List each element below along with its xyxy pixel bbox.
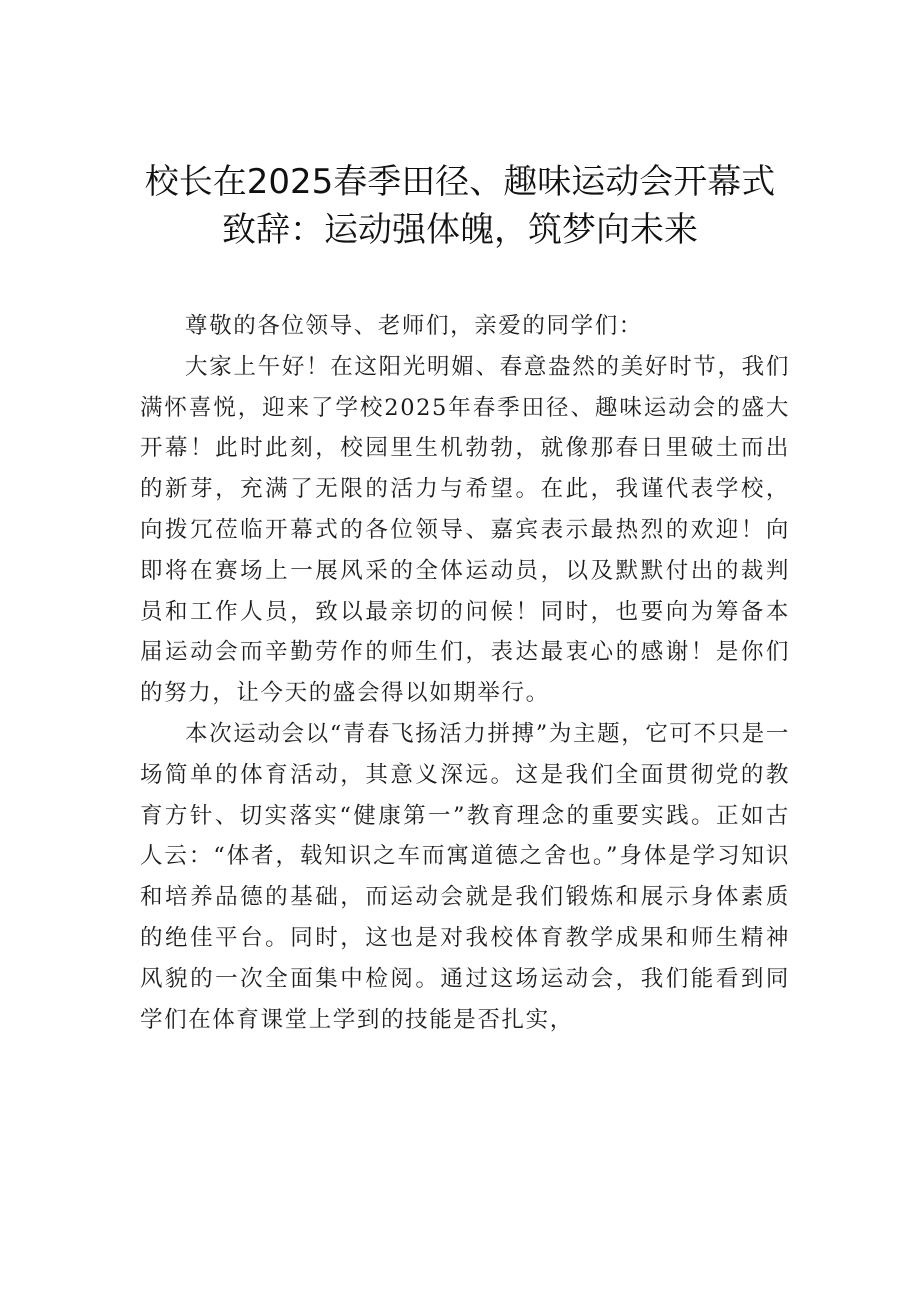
body-paragraph: 本次运动会以“青春飞扬活力拼搏”为主题，它可不只是一场简单的体育活动，其意义深远。这是我们全面贯彻党的教育方针、切实落实“健康第一”教育理念的重要实践。正如古人云：“体者，载知识之车而寓道德之舍也。”身体是学习知识和培养品德的基础，而运动会就是我们锻炼和展示身体素质的绝佳平台。同时，这也是对我校体育教学成果和师生精神风貌的一次全面集中检阅。通过这场运动会，我们能看到同学们在体育课堂上学到的技能是否扎实，	[140, 720, 790, 1033]
body-paragraph: 大家上午好！在这阳光明媚、春意盎然的美好时节，我们满怀喜悦，迎来了学校2025年春季田径、趣味运动会的盛大开幕！此时此刻，校园里生机勃勃，就像那春日里破土而出的新芽，充满了无限的活力与希望。在此，我谨代表学校，向拨冗莅临开幕式的各位领导、嘉宾表示最热烈的欢迎！向即将在赛场上一展风采的全体运动员，以及默默付出的裁判员和工作人员，致以最亲切的问候！同时，也要向为筹备本届运动会而辛勤劳作的师生们，表达最衷心的感谢！是你们的努力，让今天的盛会得以如期举行。	[140, 353, 790, 707]
title-line-1: 校长在2025春季田径、趣味运动会开幕式	[144, 162, 776, 202]
document-body	[140, 306, 790, 1040]
salutation-paragraph: 尊敬的各位领导、老师们，亲爱的同学们：	[185, 313, 643, 339]
title-line-2: 致辞：运动强体魄，筑梦向未来	[222, 210, 698, 250]
document-title	[130, 158, 790, 254]
